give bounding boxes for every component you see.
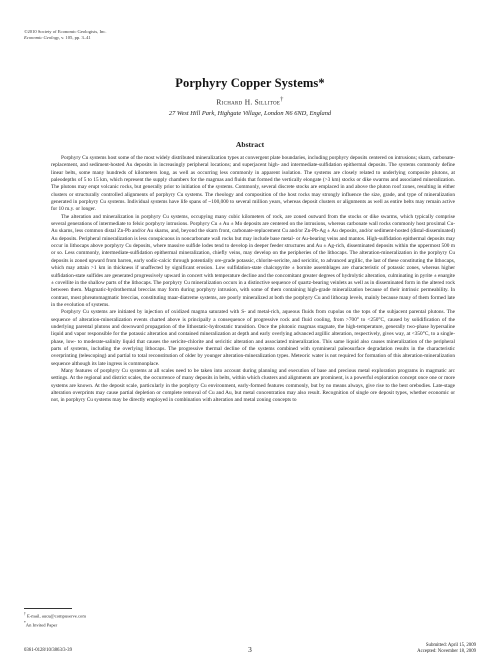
footnotes (24, 611, 86, 628)
author-address: 27 West Hill Park, Highgate Village, London N6 6ND, England (168, 110, 332, 117)
paper-title: Porphyry Copper Systems* (175, 76, 325, 90)
abstract-paragraph: Many features of porphyry Cu systems at all scales need to be taken into account during planning and execution of base and precious metal exploration programs in magmatic arc settings. At the regional and district scales, the occurrence of many deposits in belts, within which clusters and alignments are prominent, is a powerful exploration concept once one or more systems are known. At the deposit scale, particularly in the porphyry Cu environment, early-formed features commonly, but by no means always, give rise to the best orebodies. Late-stage alteration overprints may cause partial depletion or complete removal of Cu and Au, but metal concentration may also result. Recognition of single ore deposit types, whether economic or not, in porphyry Cu systems may be directly employed in combination with alteration and metal zoning concepts to (51, 367, 455, 404)
abstract-paragraph: Porphyry Cu systems are initiated by injection of oxidized magma saturated with S- and metal-rich, aqueous fluids from cupolas on the tops of the subjacent parental plutons. The sequence of alteration-mineralization events charted above is principally a consequence of progressive rock and fluid cooling, from >700° to <250°C, caused by solidification of the underlying parental plutons and downward propagation of the lithostatic-hydrostatic transition. Once the plutonic magmas stagnate, the high-temperature, generally two-phase hypersaline liquid and vapor responsible for the potassic alteration and contained mineralization at depth and early overlying advanced argillic alteration, respectively, gives way, at <350°C, to a single-phase, low- to moderate-salinity liquid that causes the sericite-chlorite and sericitic alteration and associated mineralization. This same liquid also causes mineralization of the peripheral parts of systems, including the overlying lithocaps. The progressive thermal decline of the systems combined with synmineral paleosurface degradation results in the characteristic overprinting (telescoping) and partial to total reconstitution of older by younger alteration-mineralization types. Meteoric water is not required for formation of this alteration-mineralization sequence although its late ingress is commonplace. (51, 309, 455, 367)
journal-header (24, 29, 106, 41)
abstract-paragraph: Porphyry Cu systems host some of the most widely distributed mineralization types at convergent plate boundaries, including porphyry deposits centered on intrusions; skarn, carbonate-replacement, and sediment-hosted Au deposits in increasingly peripheral locations; and superjacent high- and intermediate-sulfidation epithermal deposits. The systems commonly define linear belts, some many hundreds of kilometers long, as well as occurring less commonly in apparent isolation. The systems are closely related to underlying composite plutons, at paleodepths of 5 to 15 km, which represent the supply chambers for the magmas and fluids that formed the vertically elongate (>3 km) stocks or dike swarms and associated mineralization. The plutons may erupt volcanic rocks, but generally prior to initiation of the systems. Commonly, several discrete stocks are emplaced in and above the pluton roof zones, resulting in either clusters or structurally controlled alignments of porphyry Cu systems. The rheology and composition of the host rocks may strongly influence the size, grade, and type of mineralization generated in porphyry Cu systems. Individual systems have life spans of ~100,000 to several million years, whereas deposit clusters or alignments as well as entire belts may remain active for 10 m.y. or longer. (51, 155, 455, 213)
submitted-date: Submitted: April 15, 2009 (425, 643, 476, 648)
issn-code: 0361-0128/10/3863/3-39 (24, 648, 72, 653)
citation-line (24, 35, 106, 41)
author-line (0, 97, 500, 106)
copyright-line: ©2010 Society of Economic Geologists, Inc. (24, 29, 107, 34)
submission-dates (417, 643, 476, 655)
footnote-invited: *An Invited Paper (24, 620, 58, 628)
author-footnote-mark: † (280, 97, 284, 103)
abstract-paragraph: The alteration and mineralization in porphyry Cu systems, occupying many cubic kilometers of rock, are zoned outward from the stocks or dike swarms, which typically comprise several generations of intermediate to felsic porphyry intrusions. Porphyry Cu ± Au ± Mo deposits are centered on the intrusions, whereas carbonate wall rocks commonly host proximal Cu-Au skarns, less common distal Zn-Pb and/or Au skarns, and, beyond the skarn front, carbonate-replacement Cu and/or Zn-Pb-Ag ± Au deposits, and/or sediment-hosted (distal-disseminated) Au deposits. Peripheral mineralization is less conspicuous in noncarbonate wall rocks but may include base metal- or Au-bearing veins and mantos. High-sulfidation epithermal deposits may occur in lithocaps above porphyry Cu deposits, where massive sulfide lodes tend to develop in deeper feeder structures and Au ± Ag-rich, disseminated deposits within the uppermost 500 m or so. Less commonly, intermediate-sulfidation epithermal mineralization, chiefly veins, may develop on the peripheries of the lithocaps. The alteration-mineralization in the porphyry Cu deposits is zoned upward from barren, early sodic-calcic through potentially ore-grade potassic, chlorite-sericite, and sericitic, to advanced argillic, the last of these constituting the lithocaps, which may attain >1 km in thickness if unaffected by significant erosion. Low sulfidation-state chalcopyrite ± bornite assemblages are characteristic of potassic zones, whereas higher sulfidation-state sulfides are generated progressively upward in concert with temperature decline and the concomitant greater degrees of hydrolytic alteration, culminating in pyrite ± enargite ± covellite in the shallow parts of the lithocaps. The porphyry Cu mineralization occurs in a distinctive sequence of quartz-bearing veinlets as well as in disseminated form in the altered rock between them. Magmatic-hydrothermal breccias may form during porphyry intrusion, with some of them containing high-grade mineralization because of their intrinsic permeability. In contrast, most phreatomagmatic breccias, constituting maar-diatreme systems, are poorly mineralized at both the porphyry Cu and lithocap levels, mainly because many of them formed late in the evolution of systems. (51, 213, 455, 308)
abstract-body (51, 155, 455, 405)
abstract-heading: Abstract (235, 140, 265, 149)
journal-name: Economic Geology, (24, 35, 60, 40)
footnote-email: † E-mail, aucu@compuserve.com (24, 612, 86, 619)
volume-pages: v. 105, pp. 3–41 (59, 35, 91, 40)
page-number: 3 (248, 645, 252, 654)
author-name: Richard H. Sillitoe (216, 97, 281, 107)
footnote-rule (24, 608, 72, 609)
accepted-date: Accepted: November 18, 2009 (417, 648, 476, 654)
